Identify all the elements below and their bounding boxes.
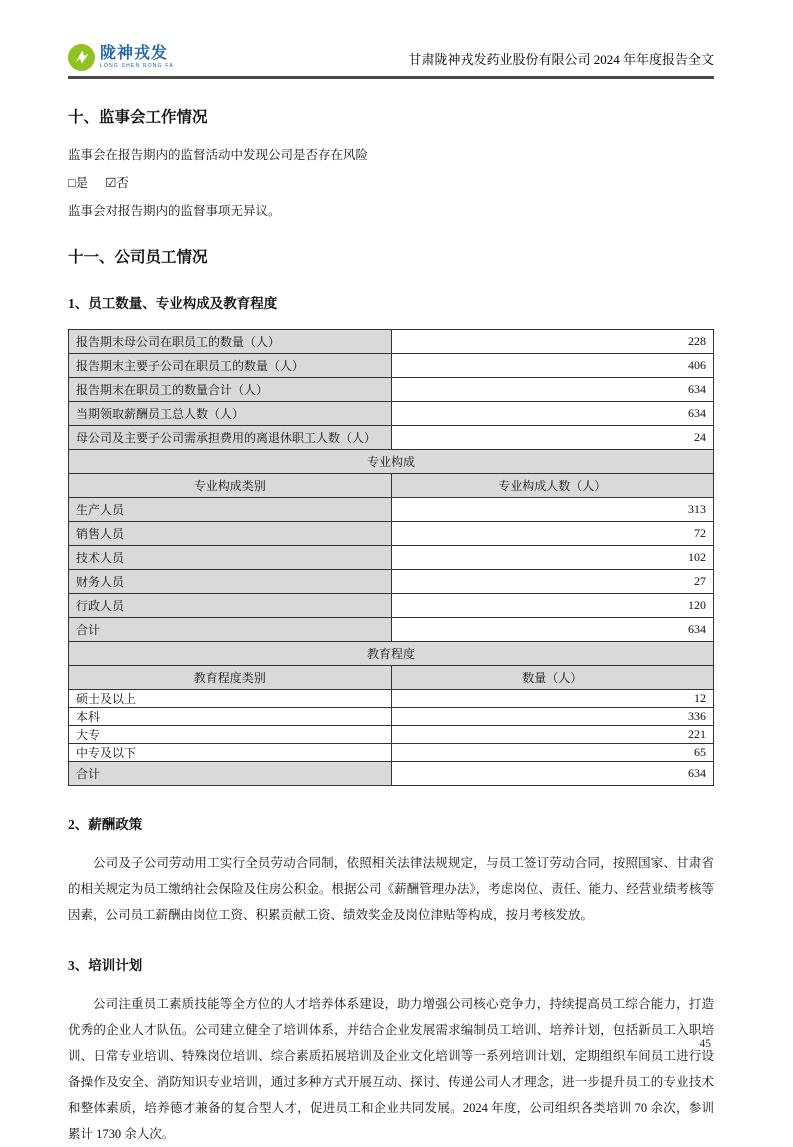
employee-table	[68, 329, 714, 786]
logo-brand-en: LONG SHEN RONG FA	[100, 63, 174, 69]
checkbox-unchecked-icon: □	[68, 176, 76, 190]
row-label: 生产人员	[69, 498, 392, 522]
total-label: 合计	[69, 618, 392, 642]
table-total-row	[69, 618, 714, 642]
row-label: 本科	[69, 708, 392, 726]
compensation-paragraph: 公司及子公司劳动用工实行全员劳动合同制，依照相关法律法规规定，与员工签订劳动合同，按照国家、甘肃省的相关规定为员工缴纳社会保险及住房公积金。根据公司《薪酬管理办法》，考虑岗位、责任、能力、经营业绩考核等因素，公司员工薪酬由岗位工资、积累贡献工资、绩效奖金及岗位津贴等构成，按月考核发放。	[68, 856, 714, 922]
row-label: 中专及以下	[69, 744, 392, 762]
education-col-label: 教育程度类别	[69, 666, 392, 690]
row-label: 财务人员	[69, 570, 392, 594]
row-value: 72	[391, 522, 714, 546]
profession-col-label: 专业构成类别	[69, 474, 392, 498]
section-title-employees: 十一、公司员工情况	[68, 249, 208, 266]
table-row	[69, 570, 714, 594]
row-label: 报告期末母公司在职员工的数量（人）	[69, 330, 392, 354]
row-label: 行政人员	[69, 594, 392, 618]
row-label: 销售人员	[69, 522, 392, 546]
row-value: 65	[391, 744, 714, 762]
row-value: 228	[391, 330, 714, 354]
table-header-row	[69, 666, 714, 690]
section-title-supervisory: 十、监事会工作情况	[68, 109, 208, 126]
checkbox-checked-icon: ☑	[105, 176, 117, 190]
row-label: 当期领取薪酬员工总人数（人）	[69, 402, 392, 426]
page-content	[68, 0, 714, 1147]
education-banner: 教育程度	[69, 642, 714, 666]
row-label: 母公司及主要子公司需承担费用的离退休职工人数（人）	[69, 426, 392, 450]
row-value: 102	[391, 546, 714, 570]
page-header	[68, 0, 714, 79]
profession-banner: 专业构成	[69, 450, 714, 474]
company-logo	[68, 44, 174, 71]
supervisory-options	[68, 173, 714, 191]
option-no-label: 否	[116, 176, 129, 190]
table-row	[69, 708, 714, 726]
supervisory-question: 监事会在报告期内的监督活动中发现公司是否存在风险	[68, 148, 369, 162]
option-yes	[68, 176, 88, 190]
row-value: 221	[391, 726, 714, 744]
table-row	[69, 378, 714, 402]
table-total-row	[69, 762, 714, 786]
table-row	[69, 726, 714, 744]
row-label: 大专	[69, 726, 392, 744]
table-row	[69, 690, 714, 708]
table-banner-row	[69, 642, 714, 666]
total-value: 634	[391, 762, 714, 786]
row-value: 313	[391, 498, 714, 522]
table-row	[69, 594, 714, 618]
table-row	[69, 546, 714, 570]
table-row	[69, 402, 714, 426]
row-label: 硕士及以上	[69, 690, 392, 708]
table-row	[69, 744, 714, 762]
table-row	[69, 498, 714, 522]
row-value: 634	[391, 378, 714, 402]
table-banner-row	[69, 450, 714, 474]
table-header-row	[69, 474, 714, 498]
subsection-title-training: 3、培训计划	[68, 958, 143, 973]
table-row	[69, 330, 714, 354]
option-yes-label: 是	[75, 176, 89, 190]
row-value: 120	[391, 594, 714, 618]
logo-bird-icon	[68, 44, 95, 71]
total-label: 合计	[69, 762, 392, 786]
document-title: 甘肃陇神戎发药业股份有限公司 2024 年年度报告全文	[408, 52, 714, 67]
profession-col-value: 专业构成人数（人）	[391, 474, 714, 498]
row-value: 27	[391, 570, 714, 594]
training-paragraph: 公司注重员工素质技能等全方位的人才培养体系建设，助力增强公司核心竞争力，持续提高员工综合能力，打造优秀的企业人才队伍。公司建立健全了培训体系，并结合企业发展需求编制员工培训、培养计划，包括新员工入职培训、日常专业培训、特殊岗位培训、综合素质拓展培训及企业文化培训等一系列培训计划，定期组织车间员工进行设备操作及安全、消防知识专业培训，通过多种方式开展互动、探讨、传递公司人才理念，进一步提升员工的专业技术和整体素质，培养德才兼备的复合型人才，促进员工和企业共同发展。2024 年度，公司组织各类培训 70 余次，参训累计 1730 余人次。	[68, 997, 714, 1141]
row-label: 报告期末主要子公司在职员工的数量（人）	[69, 354, 392, 378]
logo-brand-cn: 陇神戎发	[100, 45, 169, 62]
row-value: 24	[391, 426, 714, 450]
row-value: 406	[391, 354, 714, 378]
row-value: 12	[391, 690, 714, 708]
education-col-value: 数量（人）	[391, 666, 714, 690]
logo-wordmark	[100, 46, 174, 69]
table-row	[69, 354, 714, 378]
row-label: 技术人员	[69, 546, 392, 570]
row-value: 634	[391, 402, 714, 426]
subsection-title-compensation: 2、薪酬政策	[68, 817, 143, 832]
table-row	[69, 522, 714, 546]
row-value: 336	[391, 708, 714, 726]
supervisory-statement: 监事会对报告期内的监督事项无异议。	[68, 204, 281, 218]
subsection-title-headcount: 1、员工数量、专业构成及教育程度	[68, 296, 278, 311]
row-label: 报告期末在职员工的数量合计（人）	[69, 378, 392, 402]
page-number: 45	[699, 1038, 711, 1050]
total-value: 634	[391, 618, 714, 642]
table-row	[69, 426, 714, 450]
option-no	[105, 176, 129, 190]
